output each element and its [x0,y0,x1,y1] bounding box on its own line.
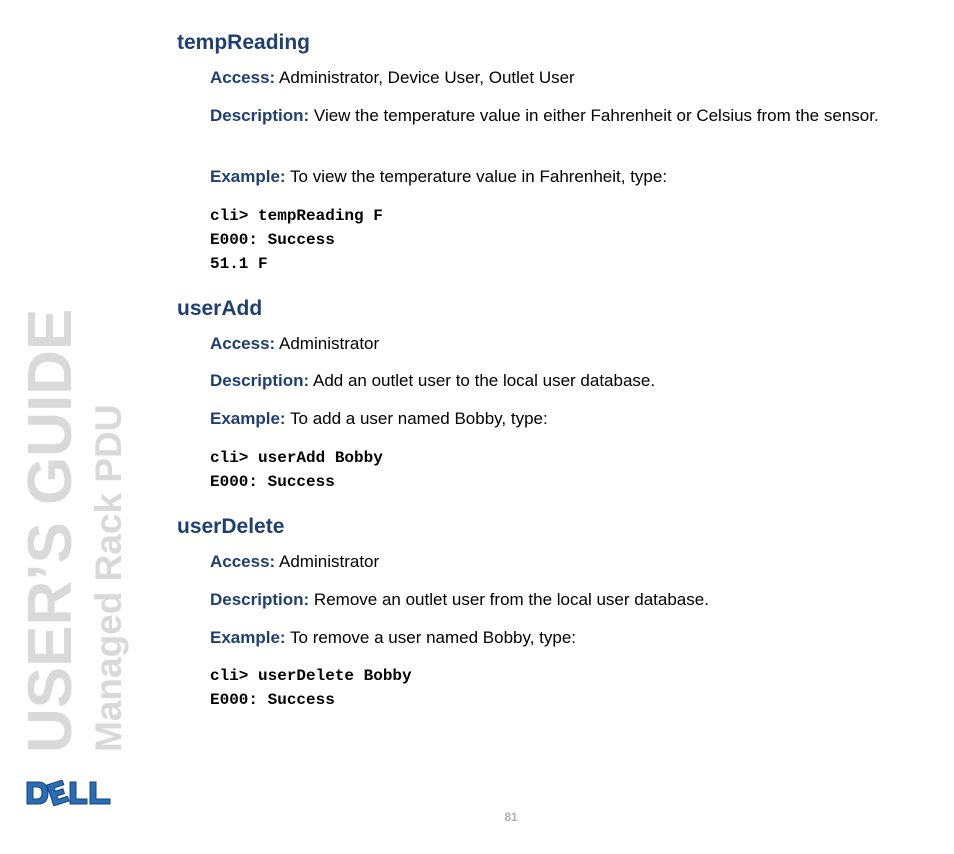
code-line: 51.1 F [210,255,268,273]
code-block [210,664,412,712]
example-value: To view the temperature value in Fahrenheit, type: [290,167,668,186]
example-paragraph [210,626,880,649]
description-value: View the temperature value in either Fahrenheit or Celsius from the sensor. [313,106,879,125]
code-line: cli> tempReading F [210,207,383,225]
code-block [210,204,383,276]
description-label: Description: [210,590,310,609]
section-heading-tempreading: tempReading [177,31,311,54]
code-line: cli> userDelete Bobby [210,667,412,685]
access-paragraph [210,332,880,355]
example-label: Example: [210,409,286,428]
section-heading-userdelete: userDelete [177,515,285,538]
sidebar [0,0,150,854]
access-paragraph [210,550,880,573]
description-label: Description: [210,371,310,390]
description-paragraph [210,588,880,611]
description-label: Description: [210,106,310,125]
section-heading-useradd: userAdd [177,297,263,320]
access-paragraph [210,66,880,89]
access-label: Access: [210,334,276,353]
example-value: To remove a user named Bobby, type: [290,628,577,647]
example-value: To add a user named Bobby, type: [290,409,548,428]
example-paragraph [210,407,880,430]
access-value: Administrator, Device User, Outlet User [279,68,575,87]
access-label: Access: [210,68,276,87]
code-line: cli> userAdd Bobby [210,449,383,467]
guide-title: USER’S GUIDE [16,308,85,753]
example-label: Example: [210,628,286,647]
access-label: Access: [210,552,276,571]
access-value: Administrator [279,334,380,353]
access-value: Administrator [279,552,380,571]
description-paragraph [210,104,880,127]
code-block [210,446,383,494]
description-paragraph [210,369,880,392]
code-line: E000: Success [210,691,335,709]
description-value: Remove an outlet user from the local user database. [313,590,709,609]
code-line: E000: Success [210,473,335,491]
code-line: E000: Success [210,231,335,249]
description-value: Add an outlet user to the local user database. [312,371,656,390]
example-paragraph [210,165,880,188]
dell-logo [26,780,112,806]
example-label: Example: [210,167,286,186]
product-subtitle: Managed Rack PDU [88,404,129,752]
page-number: 81 [504,810,518,824]
